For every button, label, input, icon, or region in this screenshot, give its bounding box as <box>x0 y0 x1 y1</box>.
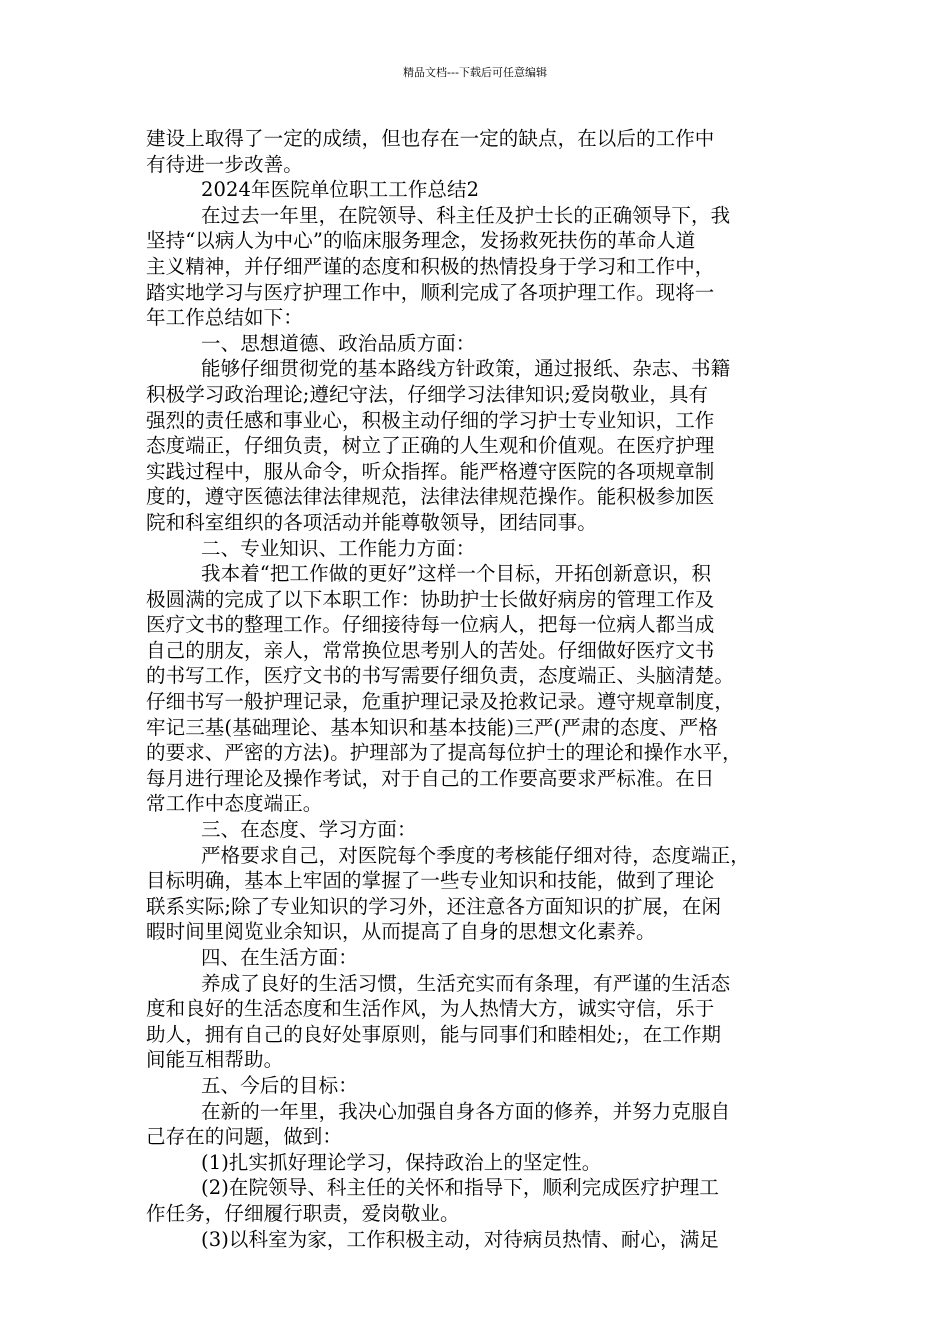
text-line: 的书写工作，医疗文书的书写需要仔细负责，态度端正、头脑清楚。 <box>146 664 735 688</box>
text-line: 自己的朋友，亲人，常常换位思考别人的苦处。仔细做好医疗文书 <box>146 638 715 662</box>
text-line: 在过去一年里，在院领导、科主任及护士长的正确领导下，我 <box>201 203 731 227</box>
text-line: 的要求、严密的方法)。护理部为了提高每位护士的理论和操作水平， <box>146 741 742 765</box>
text-line: 四、在生活方面： <box>201 946 358 969</box>
text-line: 踏实地学习与医疗护理工作中，顺利完成了各项护理工作。现将一 <box>146 280 715 304</box>
text-line: 目标明确，基本上牢固的掌握了一些专业知识和技能，做到了理论 <box>146 869 715 893</box>
text-line: 极圆满的完成了以下本职工作：协助护士长做好病房的管理工作及 <box>146 587 715 611</box>
text-line: 在新的一年里，我决心加强自身各方面的修养，并努力克服自 <box>201 1099 731 1123</box>
text-line: 暇时间里阅览业余知识，从而提高了自身的思想文化素养。 <box>146 920 656 944</box>
text-line: 能够仔细贯彻党的基本路线方针政策，通过报纸、杂志、书籍 <box>201 357 731 381</box>
text-line: 度的，遵守医德法律法律规范，法律法律规范操作。能积极参加医 <box>146 485 715 509</box>
text-line: 度和良好的生活态度和生活作风，为人热情大方，诚实守信，乐于 <box>146 997 715 1021</box>
text-line: 助人，拥有自己的良好处事原则，能与同事们和睦相处;，在工作期 <box>146 1022 722 1046</box>
text-line: (2)在院领导、科主任的关怀和指导下，顺利完成医疗护理工 <box>201 1176 719 1200</box>
text-line: 仔细书写一般护理记录，危重护理记录及抢救记录。遵守规章制度， <box>146 690 735 714</box>
text-line: 医疗文书的整理工作。仔细接待每一位病人，把每一位病人都当成 <box>146 613 715 637</box>
document-body <box>146 126 806 1252</box>
text-line: 每月进行理论及操作考试，对于自己的工作要高要求严标准。在日 <box>146 766 715 790</box>
text-line: 院和科室组织的各项活动并能尊敬领导，团结同事。 <box>146 510 597 534</box>
text-line: 常工作中态度端正。 <box>146 792 323 816</box>
text-line: 态度端正，仔细负责，树立了正确的人生观和价值观。在医疗护理 <box>146 434 715 458</box>
text-line: 作任务，仔细履行职责，爱岗敬业。 <box>146 1201 460 1225</box>
text-line: 实践过程中，服从命令，听众指挥。能严格遵守医院的各项规章制 <box>146 459 715 483</box>
page-header: 精品文档---下载后可任意编辑 <box>403 66 547 79</box>
text-line: 牢记三基(基础理论、基本知识和基本技能)三严(严肃的态度、严格 <box>146 715 718 739</box>
text-line: 养成了良好的生活习惯，生活充实而有条理，有严谨的生活态 <box>201 971 731 995</box>
text-line: 五、今后的目标： <box>201 1073 358 1097</box>
text-line: 强烈的责任感和事业心，积极主动仔细的学习护士专业知识，工作 <box>146 408 715 432</box>
text-line: 我本着“把工作做的更好”这样一个目标，开拓创新意识，积 <box>201 562 712 586</box>
text-line: 严格要求自己，对医院每个季度的考核能仔细对待，态度端正， <box>201 843 750 867</box>
text-line: 积极学习政治理论;遵纪守法，仔细学习法律知识;爱岗敬业，具有 <box>146 382 709 406</box>
text-line: 间能互相帮助。 <box>146 1048 284 1072</box>
text-line: 主义精神，并仔细严谨的态度和积极的热情投身于学习和工作中， <box>146 254 715 278</box>
text-line: 联系实际;除了专业知识的学习外，还注意各方面知识的扩展，在闲 <box>146 894 722 918</box>
text-line: 有待进一步改善。 <box>146 152 303 176</box>
text-line: 二、专业知识、工作能力方面： <box>201 536 476 560</box>
text-line: 一、思想道德、政治品质方面： <box>201 331 476 355</box>
text-line: 年工作总结如下： <box>146 306 303 330</box>
text-line: 建设上取得了一定的成绩，但也存在一定的缺点，在以后的工作中 <box>146 127 715 150</box>
text-line: 三、在态度、学习方面： <box>201 818 417 842</box>
text-line: (3)以科室为家，工作积极主动，对待病员热情、耐心，满足 <box>201 1227 719 1251</box>
text-line: 坚持“以病人为中心”的临床服务理念，发扬救死扶伤的革命人道 <box>146 229 696 253</box>
text-line: (1)扎实抓好理论学习，保持政治上的坚定性。 <box>201 1150 602 1174</box>
text-line: 己存在的问题，做到： <box>146 1125 343 1149</box>
text-line: 2024年医院单位职工工作总结2 <box>201 178 480 202</box>
